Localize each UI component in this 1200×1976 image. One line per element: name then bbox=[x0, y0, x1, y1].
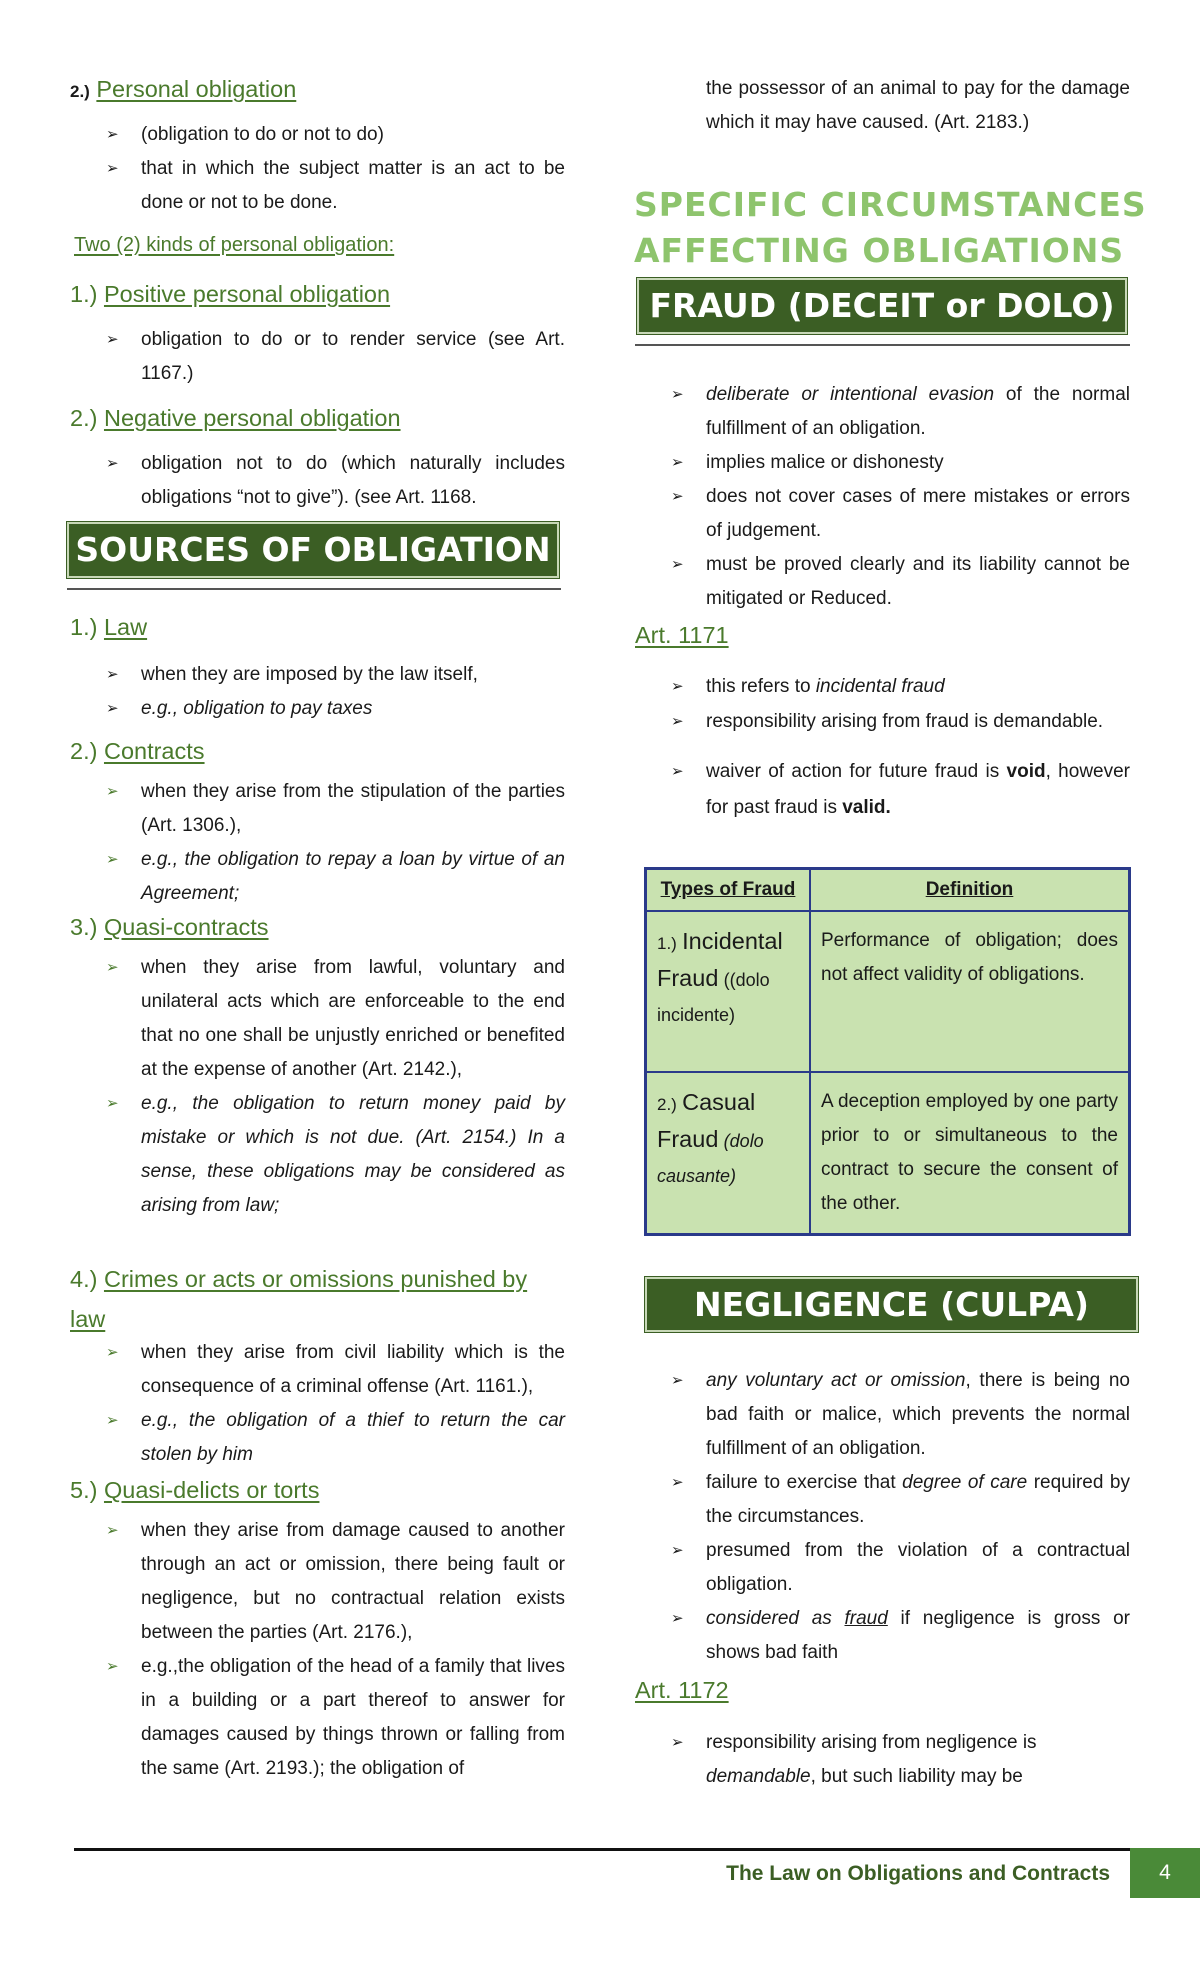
list-item: ➢ presumed from the violation of a contractual obligation. bbox=[635, 1534, 1130, 1602]
fraud-banner: FRAUD (DECEIT or DOLO) bbox=[637, 278, 1127, 334]
footer-title: The Law on Obligations and Contracts bbox=[726, 1862, 1110, 1885]
table-row bbox=[646, 911, 1130, 1072]
positive-obligation-bullets bbox=[70, 323, 565, 391]
arrow-bullet-icon: ➢ bbox=[671, 1610, 684, 1627]
art-1172-bullets bbox=[635, 1726, 1130, 1794]
quasi-contracts-heading: 3.) Quasi-contracts bbox=[70, 914, 269, 940]
fraud-type-cell: 2.) Casual Fraud (dolo causante) bbox=[646, 1072, 811, 1235]
quasi-delicts-bullets bbox=[70, 1514, 565, 1786]
art-1172-heading: Art. 1172 bbox=[635, 1677, 729, 1703]
banner-divider bbox=[635, 344, 1130, 346]
arrow-bullet-icon: ➢ bbox=[671, 678, 684, 695]
arrow-bullet-icon: ➢ bbox=[106, 331, 119, 348]
arrow-bullet-icon: ➢ bbox=[106, 851, 119, 868]
arrow-bullet-icon: ➢ bbox=[106, 1412, 119, 1429]
crimes-bullets bbox=[70, 1336, 565, 1472]
law-heading: 1.) Law bbox=[70, 614, 148, 640]
art-1171-heading: Art. 1171 bbox=[635, 622, 729, 648]
list-item: ➢ does not cover cases of mere mistakes or errors of judgement. bbox=[635, 480, 1130, 548]
continuation-text bbox=[635, 72, 1130, 140]
fraud-bullets bbox=[635, 378, 1130, 616]
arrow-bullet-icon: ➢ bbox=[671, 1734, 684, 1751]
contracts-heading: 2.) Contracts bbox=[70, 738, 205, 764]
arrow-bullet-icon: ➢ bbox=[106, 455, 119, 472]
list-item: ➢ that in which the subject matter is an act to be done or not to be done. bbox=[70, 152, 565, 220]
arrow-bullet-icon: ➢ bbox=[671, 556, 684, 573]
fraud-type-cell: 1.) Incidental Fraud ((dolo incidente) bbox=[646, 911, 811, 1072]
arrow-bullet-icon: ➢ bbox=[671, 1372, 684, 1389]
crimes-heading: 4.) Crimes or acts or omissions punished by law bbox=[70, 1266, 528, 1332]
section-title: SPECIFIC CIRCUMSTANCES AFFECTING OBLIGATIONS bbox=[634, 185, 1147, 270]
list-item: ➢ (obligation to do or not to do) bbox=[70, 118, 565, 152]
arrow-bullet-icon: ➢ bbox=[106, 700, 119, 717]
arrow-bullet-icon: ➢ bbox=[671, 454, 684, 471]
list-item: ➢ responsibility arising from negligence is demandable, but such liability may be bbox=[635, 1726, 1130, 1794]
list-item: ➢ e.g., the obligation of a thief to return the car stolen by him bbox=[70, 1404, 565, 1472]
negligence-banner: NEGLIGENCE (CULPA) bbox=[645, 1277, 1138, 1332]
list-item: ➢ when they are imposed by the law itself, bbox=[70, 658, 565, 692]
positive-obligation-heading: 1.) Positive personal obligation bbox=[70, 281, 391, 307]
list-item: ➢ deliberate or intentional evasion of the normal fulfillment of an obligation. bbox=[635, 378, 1130, 446]
arrow-bullet-icon: ➢ bbox=[671, 488, 684, 505]
list-item: ➢ when they arise from the stipulation of the parties (Art. 1306.), bbox=[70, 775, 565, 843]
negative-obligation-heading: 2.) Negative personal obligation bbox=[70, 405, 401, 431]
arrow-bullet-icon: ➢ bbox=[106, 959, 119, 976]
kinds-heading: Two (2) kinds of personal obligation: bbox=[74, 234, 395, 256]
art-1171-bullets bbox=[635, 670, 1130, 826]
arrow-bullet-icon: ➢ bbox=[106, 160, 119, 177]
list-item: ➢ e.g., the obligation to repay a loan by virtue of an Agreement; bbox=[70, 843, 565, 911]
column-header-type: Types of Fraud bbox=[646, 869, 811, 912]
arrow-bullet-icon: ➢ bbox=[106, 1658, 119, 1675]
quasi-delicts-heading: 5.) Quasi-delicts or torts bbox=[70, 1477, 320, 1503]
contracts-bullets bbox=[70, 775, 565, 911]
list-item: ➢ waiver of action for future fraud is void, however for past fraud is valid. bbox=[635, 754, 1130, 826]
personal-obligation-bullets bbox=[70, 118, 565, 220]
fraud-definition-cell: Performance of obligation; does not affect validity of obligations. bbox=[810, 911, 1130, 1072]
list-item: ➢ implies malice or dishonesty bbox=[635, 446, 1130, 480]
list-item: ➢ responsibility arising from fraud is demandable. bbox=[635, 704, 1130, 740]
list-item: ➢ e.g., obligation to pay taxes bbox=[70, 692, 565, 726]
list-item: ➢ when they arise from lawful, voluntary and unilateral acts which are enforceable to the end that no one shall be unjustly enriched or benefited at the expense of another (Art. 2142.), bbox=[70, 951, 565, 1087]
list-item: ➢ failure to exercise that degree of care required by the circumstances. bbox=[635, 1466, 1130, 1534]
arrow-bullet-icon: ➢ bbox=[106, 1522, 119, 1539]
arrow-bullet-icon: ➢ bbox=[671, 386, 684, 403]
arrow-bullet-icon: ➢ bbox=[671, 1542, 684, 1559]
list-item: ➢ e.g., the obligation to return money paid by mistake or which is not due. (Art. 2154.) In a sense, these obligations may be considered as arising from law; bbox=[70, 1087, 565, 1223]
page-number: 4 bbox=[1130, 1848, 1200, 1898]
fraud-definition-cell: A deception employed by one party prior to or simultaneous to the contract to secure the consent of the other. bbox=[810, 1072, 1130, 1235]
table-row bbox=[646, 1072, 1130, 1235]
negative-obligation-bullets bbox=[70, 447, 565, 515]
list-item: the possessor of an animal to pay for the damage which it may have caused. (Art. 2183.) bbox=[706, 78, 1130, 133]
fraud-types-table bbox=[644, 867, 1131, 1236]
law-bullets bbox=[70, 658, 565, 726]
list-item: ➢ must be proved clearly and its liability cannot be mitigated or Reduced. bbox=[635, 548, 1130, 616]
list-item: ➢ obligation to do or to render service (see Art. 1167.) bbox=[70, 323, 565, 391]
arrow-bullet-icon: ➢ bbox=[106, 783, 119, 800]
footer-divider bbox=[74, 1848, 1130, 1851]
list-item: ➢ e.g.,the obligation of the head of a family that lives in a building or a part thereof to answer for damages caused by things thrown or falling from the same (Art. 2193.); the obligation of bbox=[70, 1650, 565, 1786]
arrow-bullet-icon: ➢ bbox=[106, 1344, 119, 1361]
list-item: ➢ any voluntary act or omission, there is being no bad faith or malice, which prevents the normal fulfillment of an obligation. bbox=[635, 1364, 1130, 1466]
table-header-row bbox=[646, 869, 1130, 912]
list-item: ➢ when they arise from damage caused to another through an act or omission, there being fault or negligence, but no contractual relation exists between the parties (Art. 2176.), bbox=[70, 1514, 565, 1650]
arrow-bullet-icon: ➢ bbox=[106, 126, 119, 143]
arrow-bullet-icon: ➢ bbox=[671, 713, 684, 730]
sources-banner: SOURCES OF OBLIGATION bbox=[67, 522, 559, 578]
arrow-bullet-icon: ➢ bbox=[671, 1474, 684, 1491]
arrow-bullet-icon: ➢ bbox=[106, 666, 119, 683]
list-item: ➢ when they arise from civil liability which is the consequence of a criminal offense (Art. 1161.), bbox=[70, 1336, 565, 1404]
list-item: ➢ considered as fraud if negligence is gross or shows bad faith bbox=[635, 1602, 1130, 1670]
negligence-bullets bbox=[635, 1364, 1130, 1670]
list-item: ➢ obligation not to do (which naturally includes obligations “not to give”). (see Art. 1168. bbox=[70, 447, 565, 515]
personal-obligation-heading: 2.) Personal obligation bbox=[70, 76, 297, 102]
arrow-bullet-icon: ➢ bbox=[671, 763, 684, 780]
banner-divider bbox=[67, 588, 561, 590]
arrow-bullet-icon: ➢ bbox=[106, 1095, 119, 1112]
list-item: ➢ this refers to incidental fraud bbox=[635, 670, 1130, 704]
quasi-contracts-bullets bbox=[70, 951, 565, 1223]
column-header-definition: Definition bbox=[810, 869, 1130, 912]
